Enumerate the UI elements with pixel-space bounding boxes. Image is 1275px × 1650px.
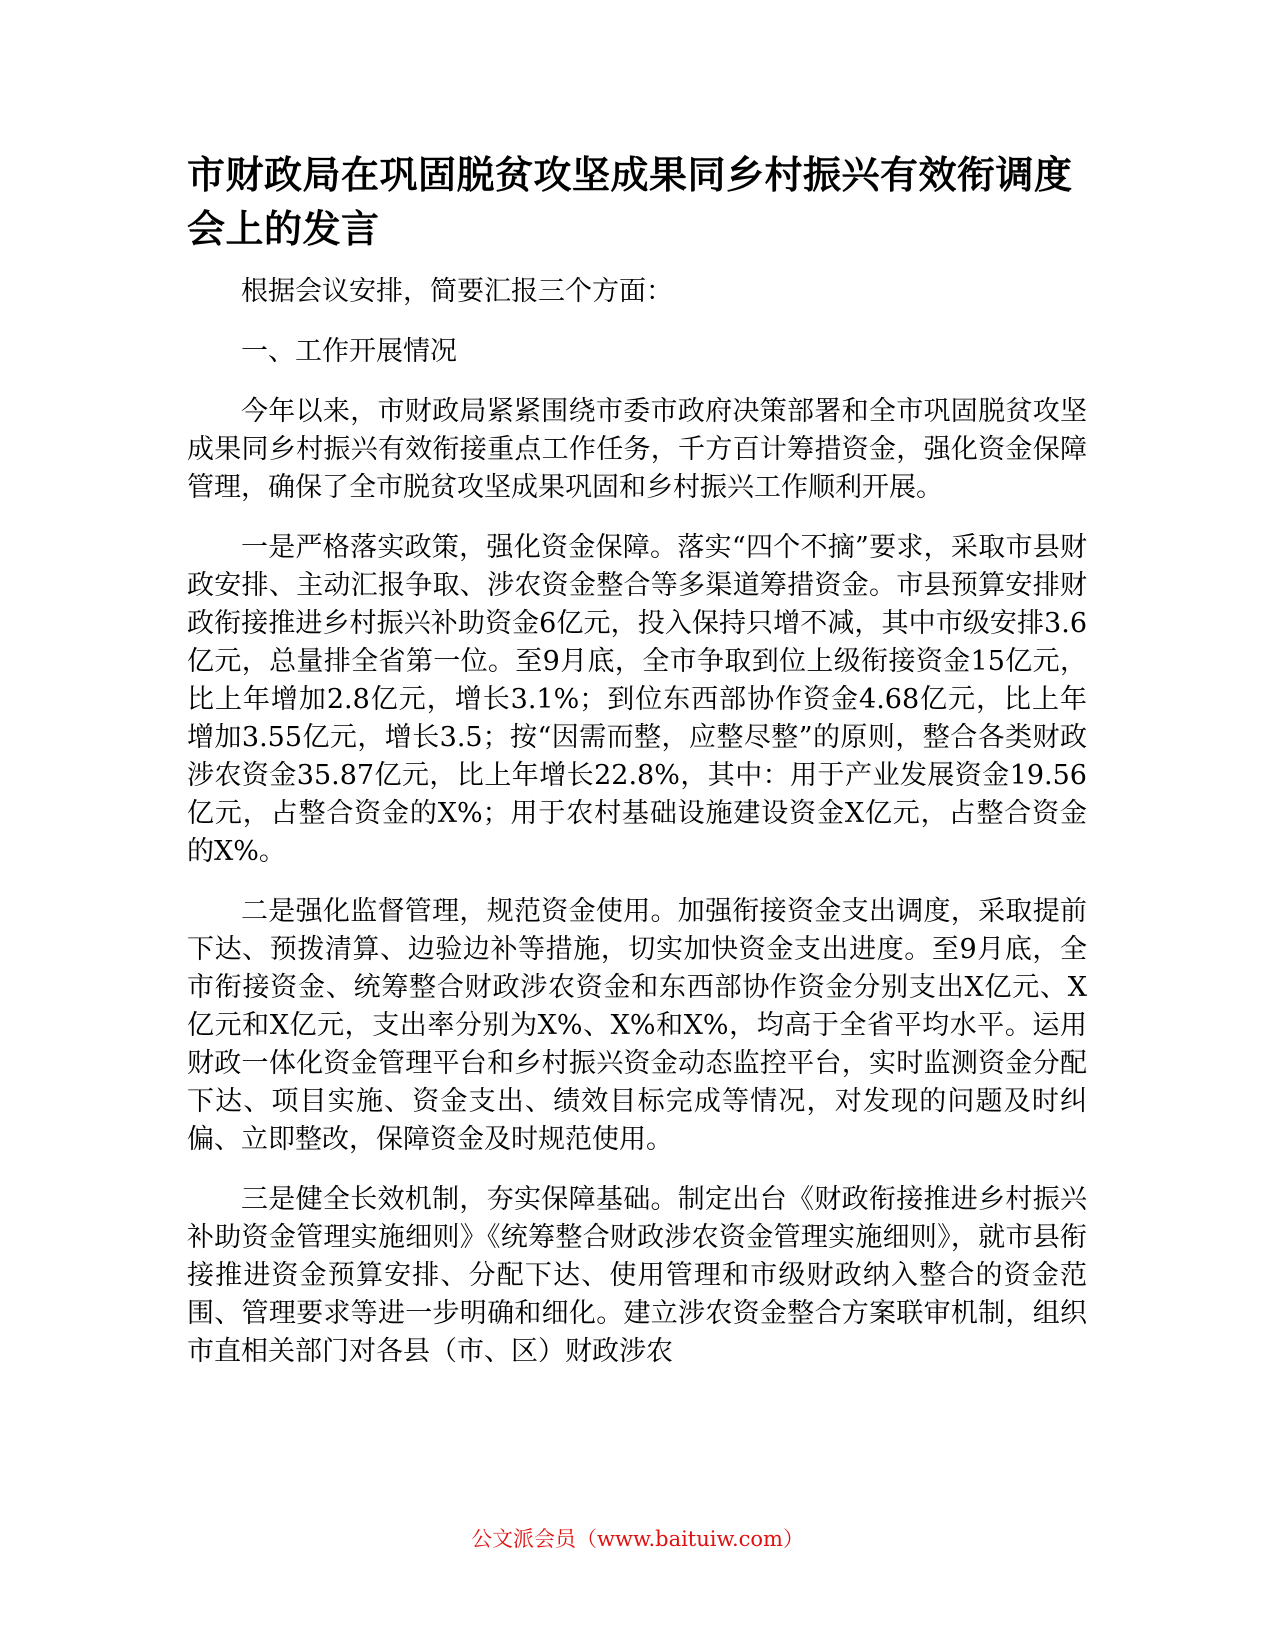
footer-watermark-link[interactable]: 公文派会员（www.baituiw.com） xyxy=(471,1527,804,1551)
body-paragraph: 三是健全长效机制，夯实保障基础。制定出台《财政衔接推进乡村振兴补助资金管理实施细则》《统筹整合财政涉农资金管理实施细则》，就市县衔接推进资金预算安排、分配下达、使用管理和市级财政纳入整合的资金范围、管理要求等进一步明确和细化。建立涉农资金整合方案联审机制，组织市直相关部门对各县（市、区）财政涉农 xyxy=(187,1184,1087,1367)
body-paragraph: 今年以来，市财政局紧紧围绕市委市政府决策部署和全市巩固脱贫攻坚成果同乡村振兴有效衔接重点工作任务，千方百计筹措资金，强化资金保障管理，确保了全市脱贫攻坚成果巩固和乡村振兴工作顺利开展。 xyxy=(187,396,1087,503)
document-title: 市财政局在巩固脱贫攻坚成果同乡村振兴有效衔调度会上的发言 xyxy=(187,153,1073,251)
body-paragraph: 二是强化监督管理，规范资金使用。加强衔接资金支出调度，采取提前下达、预拨清算、边验边补等措施，切实加快资金支出进度。至9月底，全市衔接资金、统筹整合财政涉农资金和东西部协作资金分别支出X亿元、X亿元和X亿元，支出率分别为X%、X%和X%，均高于全省平均水平。运用财政一体化资金管理平台和乡村振兴资金动态监控平台，实时监测资金分配下达、项目实施、资金支出、绩效目标完成等情况，对发现的问题及时纠偏、立即整改，保障资金及时规范使用。 xyxy=(187,896,1087,1155)
intro-paragraph: 根据会议安排，简要汇报三个方面： xyxy=(241,276,673,307)
document-body xyxy=(187,273,1087,1393)
body-paragraph: 一是严格落实政策，强化资金保障。落实“四个不摘”要求，采取市县财政安排、主动汇报争取、涉农资金整合等多渠道筹措资金。市县预算安排财政衔接推进乡村振兴补助资金6亿元，投入保持只增不减，其中市级安排3.6亿元，总量排全省第一位。至9月底，全市争取到位上级衔接资金15亿元，比上年增加2.8亿元，增长3.1%；到位东西部协作资金4.68亿元，比上年增加3.55亿元，增长3.5；按“因需而整，应整尽整”的原则，整合各类财政涉农资金35.87亿元，比上年增长22.8%，其中：用于产业发展资金19.56亿元，占整合资金的X%；用于农村基础设施建设资金X亿元，占整合资金的X%。 xyxy=(187,532,1087,867)
section-heading: 一、工作开展情况 xyxy=(241,336,457,367)
